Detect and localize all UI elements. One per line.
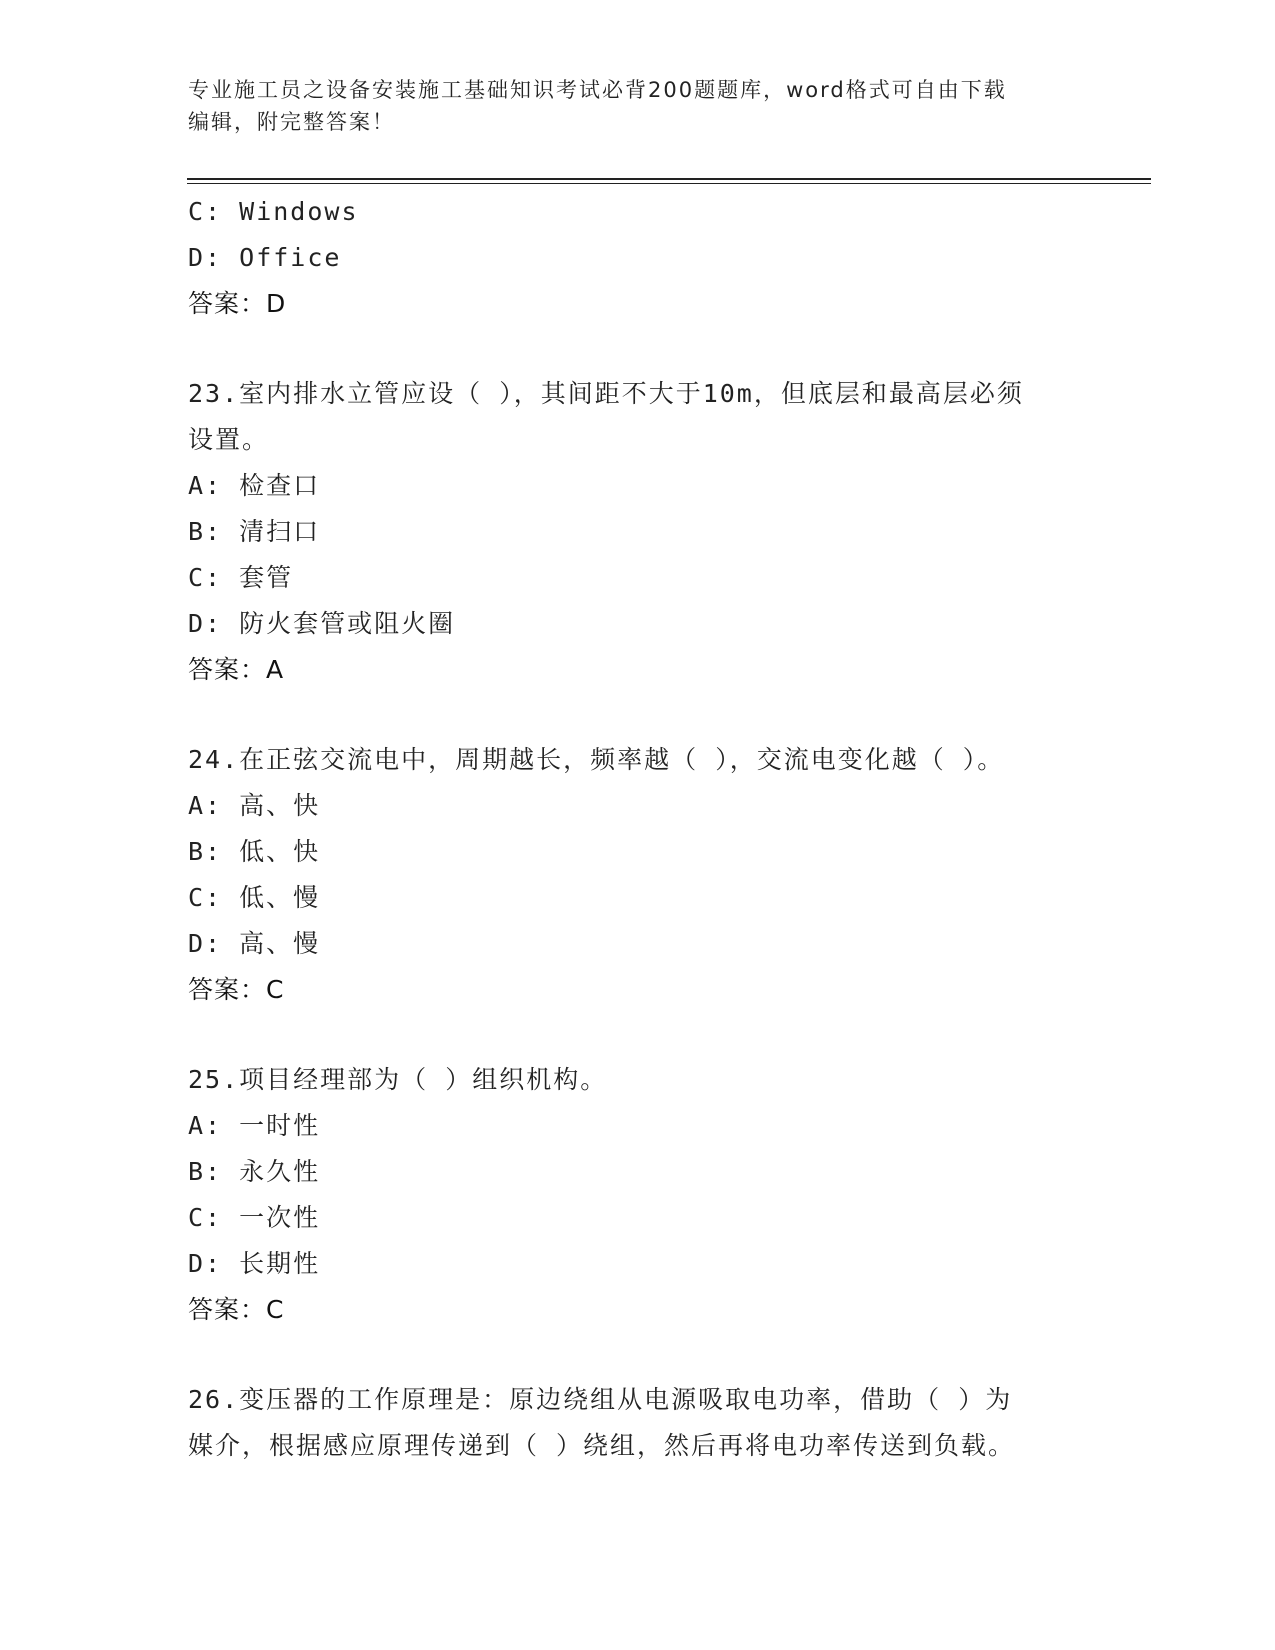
header-divider-thick	[187, 178, 1151, 180]
question-stem: 23.室内排水立管应设（ ），其间距不大于10m，但底层和最高层必须	[188, 379, 1024, 408]
spacer	[188, 327, 1088, 371]
option-b: B: 清扫口	[188, 517, 321, 546]
option-b: B: 低、快	[188, 837, 321, 866]
question-list	[188, 189, 1088, 1469]
question-stem: 26.变压器的工作原理是：原边绕组从电源吸取电功率，借助（ ）为	[188, 1385, 1013, 1414]
header-title-line-1: 专业施工员之设备安装施工基础知识考试必背200题题库，word格式可自由下载	[188, 78, 1007, 102]
option-a: A: 一时性	[188, 1111, 321, 1140]
question-block-25	[188, 1057, 1088, 1333]
option-d: D: 高、慢	[188, 929, 321, 958]
option-d: D: 长期性	[188, 1249, 321, 1278]
question-stem-continued: 设置。	[188, 425, 270, 454]
header-divider-thin	[187, 183, 1151, 184]
answer-line: 答案：A	[188, 655, 285, 684]
option-b: B: 永久性	[188, 1157, 321, 1186]
document-header	[188, 74, 1088, 138]
question-stem-continued: 媒介，根据感应原理传递到（ ）绕组，然后再将电功率传送到负载。	[188, 1431, 1016, 1460]
header-title-line-2: 编辑，附完整答案！	[188, 110, 395, 134]
option-d: D: 防火套管或阻火圈	[188, 609, 456, 638]
question-stem: 25.项目经理部为（ ）组织机构。	[188, 1065, 608, 1094]
option-c: C: 套管	[188, 563, 294, 592]
option-a: A: 检查口	[188, 471, 321, 500]
option-c: C: 一次性	[188, 1203, 321, 1232]
question-stem: 24.在正弦交流电中，周期越长，频率越（ ），交流电变化越（ ）。	[188, 745, 1005, 774]
option-a: A: 高、快	[188, 791, 321, 820]
spacer	[188, 1333, 1088, 1377]
question-block-24	[188, 737, 1088, 1013]
option-d: D: Office	[188, 243, 342, 272]
question-block-26	[188, 1377, 1088, 1469]
question-block-23	[188, 371, 1088, 693]
question-block-22	[188, 189, 1088, 327]
spacer	[188, 1013, 1088, 1057]
answer-line: 答案：C	[188, 975, 285, 1004]
option-c: C: Windows	[188, 197, 359, 226]
answer-line: 答案：C	[188, 1295, 285, 1324]
answer-line: 答案：D	[188, 289, 287, 318]
option-c: C: 低、慢	[188, 883, 321, 912]
spacer	[188, 693, 1088, 737]
